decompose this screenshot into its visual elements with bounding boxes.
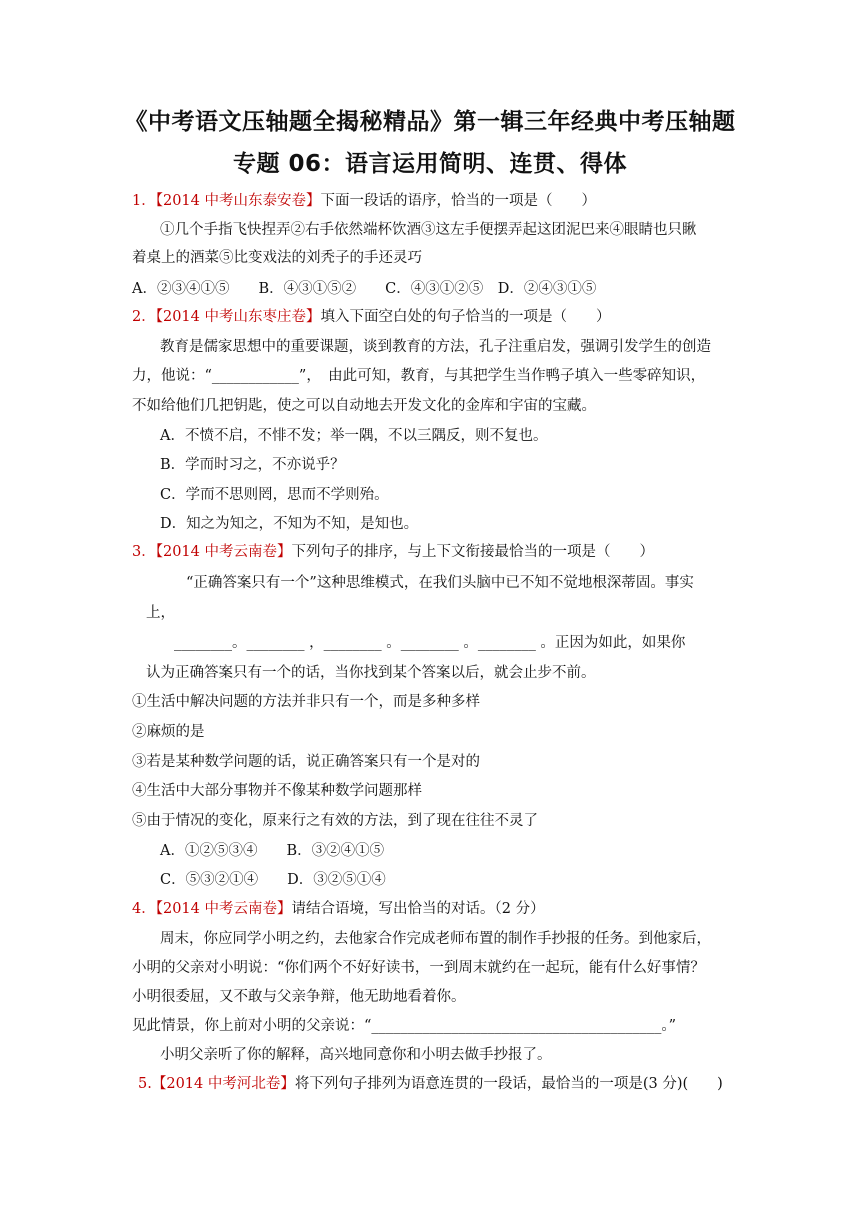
question-source: 【2014 中考云南卷】 <box>155 544 292 560</box>
question-3-blanks-line: ________。________ ，________ 。________ 。________ 。正因为如此，如果你 <box>174 635 686 651</box>
question-2-option-c: C．学而不思则罔，思而不学则殆。 <box>160 487 389 503</box>
question-3-sentence-1: ①生活中解决问题的方法并非只有一个，而是多种多样 <box>132 694 480 710</box>
question-number: 2． <box>132 309 156 325</box>
question-2-option-b: B．学而时习之，不亦说乎？ <box>160 457 345 473</box>
question-3-passage-line: “正确答案只有一个”这种思维模式，在我们头脑中已不知不觉地根深蒂固。事实 <box>186 575 694 591</box>
question-3-passage-line: 认为正确答案只有一个的话，当你找到某个答案以后，就会止步不前。 <box>146 665 596 681</box>
question-3-sentence-3: ③若是某种数学问题的话，说正确答案只有一个是对的 <box>132 754 480 770</box>
question-4-header <box>132 899 545 919</box>
question-2-passage-line: 不如给他们几把钥匙，使之可以自动地去开发文化的金库和宇宙的宝藏。 <box>132 398 596 414</box>
question-source: 【2014 中考山东枣庄卷】 <box>155 309 321 325</box>
question-5-header <box>138 1074 723 1094</box>
question-1-passage-line: 着桌上的酒菜⑤比变戏法的刘秃子的手还灵巧 <box>132 250 422 266</box>
question-3-sentence-2: ②麻烦的是 <box>132 724 205 740</box>
question-3-options-cd: C．⑤③②①④ D．③②⑤①④ <box>160 872 386 888</box>
question-stem: 填入下面空白处的句子恰当的一项是（ ） <box>320 309 611 325</box>
question-number: 3． <box>132 544 156 560</box>
question-number: 5. <box>138 1076 152 1092</box>
question-source: 【2014 中考云南卷】 <box>155 901 292 917</box>
topic-title: 专题 06：语言运用简明、连贯、得体 <box>232 151 627 177</box>
question-source: 【2014 中考河北卷】 <box>151 1076 295 1092</box>
question-stem: 下列句子的排序，与上下文衔接最恰当的一项是（ ） <box>291 544 654 560</box>
question-1-options: A．②③④①⑤ B．④③①⑤② C．④③①②⑤ D．②④③①⑤ <box>132 281 597 297</box>
question-stem: 请结合语境，写出恰当的对话。（2 分） <box>291 901 545 917</box>
question-number: 4． <box>132 901 156 917</box>
question-4-passage-line: 周末，你应同学小明之约，去他家合作完成老师布置的制作手抄报的任务。到他家后， <box>160 931 711 947</box>
question-source: 【2014 中考山东泰安卷】 <box>155 193 321 209</box>
question-2-passage-line: 教育是儒家思想中的重要课题，谈到教育的方法，孔子注重启发，强调引发学生的创造 <box>160 339 711 355</box>
question-1-passage-line: ①几个手指飞快捏弄②右手依然端杯饮酒③这左手便摆弄起这团泥巴来④眼睛也只瞅 <box>160 222 697 238</box>
question-1-header <box>132 191 596 211</box>
question-4-passage-line: 小明的父亲对小明说：“你们两个不好好读书，一到周末就约在一起玩，能有什么好事情？ <box>132 960 705 976</box>
question-4-passage-line: 小明很委屈，又不敢与父亲争辩，他无助地看着你。 <box>132 989 466 1005</box>
question-2-option-d: D．知之为知之，不知为不知，是知也。 <box>160 516 419 532</box>
question-stem: 下面一段话的语序，恰当的一项是（ ） <box>320 193 596 209</box>
question-3-passage-line: 上， <box>146 605 175 621</box>
question-2-header <box>132 307 611 327</box>
document-title: 《中考语文压轴题全揭秘精品》第一辑三年经典中考压轴题 <box>124 109 736 135</box>
question-3-sentence-5: ⑤由于情况的变化，原来行之有效的方法，到了现在往往不灵了 <box>132 813 538 829</box>
question-3-options-ab: A．①②⑤③④ B．③②④①⑤ <box>160 843 385 859</box>
question-2-passage-line: 力，他说：“____________”， 由此可知，教育，与其把学生当作鸭子填入一些零碎知识， <box>132 368 706 384</box>
question-2-option-a: A．不愤不启，不悱不发；举一隅，不以三隅反，则不复也。 <box>160 428 548 444</box>
question-4-answer-line: 见此情景，你上前对小明的父亲说：“________________________________________。” <box>132 1018 677 1034</box>
question-number: 1． <box>132 193 156 209</box>
question-stem: 将下列句子排列为语意连贯的一段话，最恰当的一项是(3 分)( ) <box>294 1076 723 1092</box>
question-3-header <box>132 542 654 562</box>
question-4-passage-line: 小明父亲听了你的解释，高兴地同意你和小明去做手抄报了。 <box>160 1047 552 1063</box>
question-3-sentence-4: ④生活中大部分事物并不像某种数学问题那样 <box>132 783 422 799</box>
